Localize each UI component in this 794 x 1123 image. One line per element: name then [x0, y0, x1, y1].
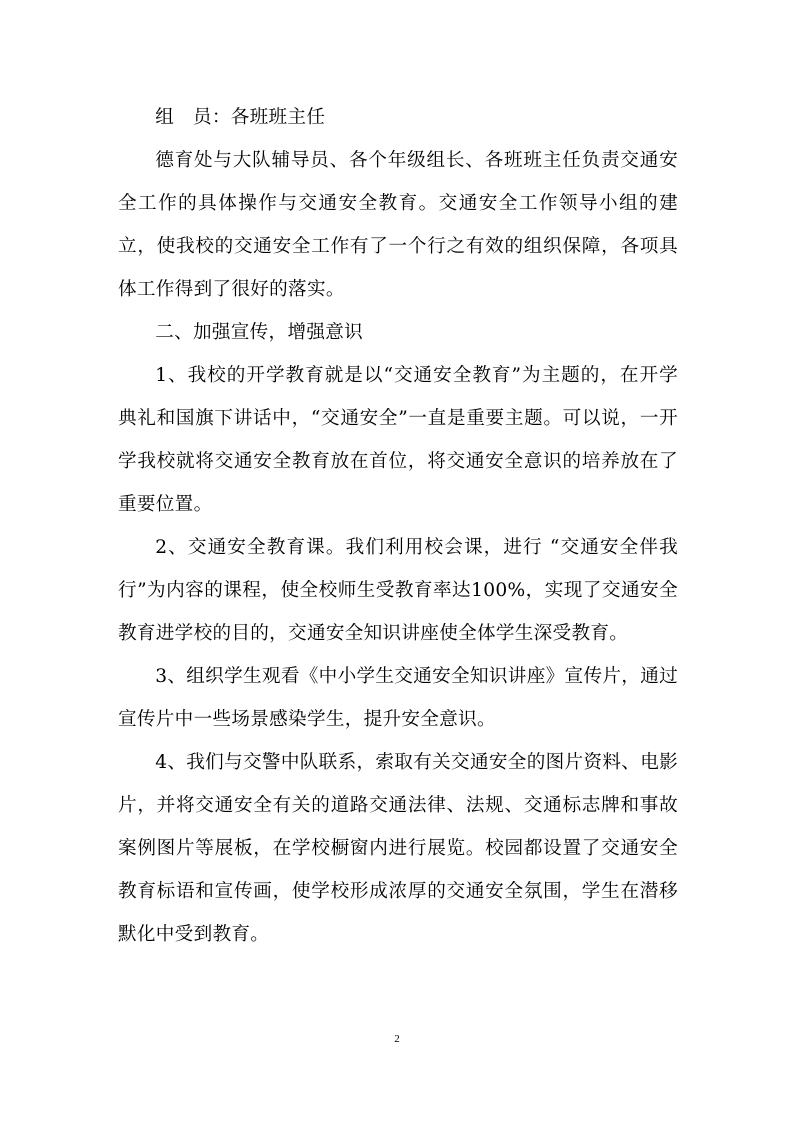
paragraph-responsibility: 德育处与大队辅导员、各个年级组长、各班班主任负责交通安全工作的具体操作与交通安全教育。交通安全工作领导小组的建立，使我校的交通安全工作有了一个行之有效的组织保障，各项具体工作得到了很好的落实。 — [118, 150, 678, 300]
paragraph-item-4: 4、我们与交警中队联系，索取有关交通安全的图片资料、电影片，并将交通安全有关的道路交通法律、法规、交通标志牌和事故案例图片等展板，在学校橱窗内进行展览。校园都设置了交通安全教育标语和宣传画，使学校形成浓厚的交通安全氛围，学生在潜移默化中受到教育。 — [118, 752, 678, 945]
section-heading-publicity: 二、加强宣传，增强意识 — [155, 322, 364, 343]
document-body — [118, 96, 678, 956]
page-number: 2 — [394, 1033, 400, 1045]
paragraph-item-1: 1、我校的开学教育就是以“交通安全教育”为主题的，在开学典礼和国旗下讲话中，“交通安全”一直是重要主题。可以说，一开学我校就将交通安全教育放在首位，将交通安全意识的培养放在了重要位置。 — [118, 365, 678, 515]
paragraph-item-2: 2、交通安全教育课。我们利用校会课，进行 “交通安全伴我行”为内容的课程，使全校师生受教育率达100%，实现了交通安全教育进学校的目的，交通安全知识讲座使全体学生深受教育。 — [118, 537, 678, 644]
paragraph-item-3: 3、组织学生观看《中小学生交通安全知识讲座》宣传片，通过宣传片中一些场景感染学生，提升安全意识。 — [118, 666, 678, 730]
paragraph-team-members: 组 员：各班班主任 — [155, 107, 326, 128]
